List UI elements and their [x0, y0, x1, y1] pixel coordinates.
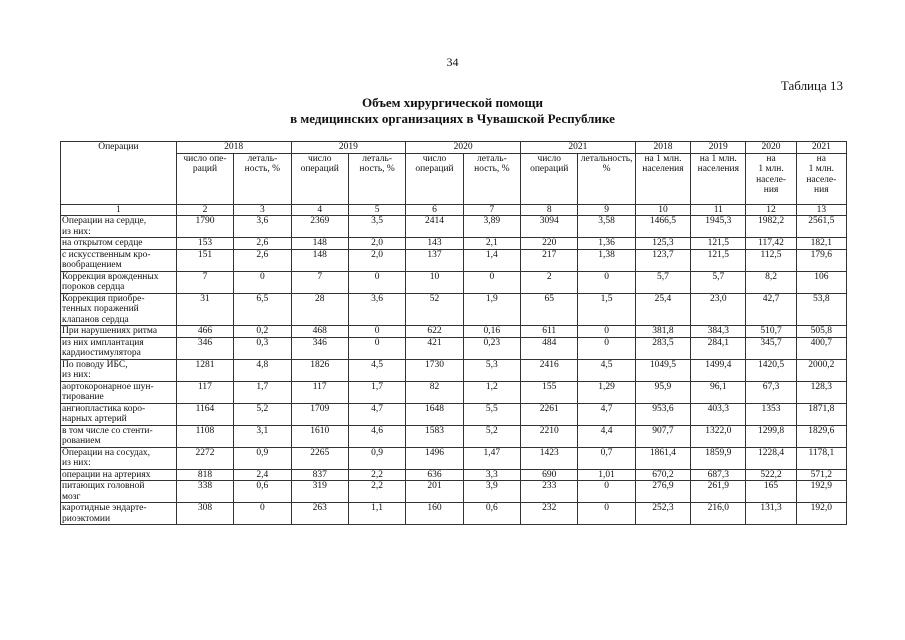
- header-sub-8: число операций: [521, 153, 578, 204]
- table-cell: 0: [578, 271, 635, 293]
- table-cell: 192,0: [796, 503, 846, 525]
- table-cell: 1,1: [348, 503, 405, 525]
- table-cell: 2000,2: [796, 359, 846, 381]
- table-cell: 2,2: [348, 481, 405, 503]
- header-rate-year-2018: 2018: [635, 142, 690, 154]
- table-cell: 160: [406, 503, 463, 525]
- table-cell: 2414: [406, 216, 463, 238]
- table-cell: 5,7: [635, 271, 690, 293]
- header-sub-12: на 1 млн. населе- ния: [746, 153, 796, 204]
- column-number-12: 12: [746, 204, 796, 216]
- table-cell: 2,0: [348, 238, 405, 250]
- table-cell: 1861,4: [635, 447, 690, 469]
- header-sub-10: на 1 млн. населения: [635, 153, 690, 204]
- operation-name: операции на артериях: [61, 469, 177, 481]
- table-cell: 1730: [406, 359, 463, 381]
- table-cell: 220: [521, 238, 578, 250]
- table-cell: 1982,2: [746, 216, 796, 238]
- table-cell: 1,4: [463, 249, 520, 271]
- operation-name: с искусственным кро- вообращением: [61, 249, 177, 271]
- table-cell: 4,7: [578, 403, 635, 425]
- operation-name: Коррекция приобре- тенных поражений клапанов сердца: [61, 293, 177, 326]
- table-cell: 5,5: [463, 403, 520, 425]
- table-cell: 261,9: [691, 481, 746, 503]
- column-number-7: 7: [463, 204, 520, 216]
- header-year-row: [61, 142, 847, 154]
- operation-name: Операции на сосудах, из них:: [61, 447, 177, 469]
- table-cell: 670,2: [635, 469, 690, 481]
- table-row: [61, 447, 847, 469]
- table-row: [61, 469, 847, 481]
- operation-name: на открытом сердце: [61, 238, 177, 250]
- table-cell: 0,9: [234, 447, 291, 469]
- header-year-2019: 2019: [291, 142, 406, 154]
- operation-name: из них имплантация кардиостимулятора: [61, 337, 177, 359]
- table-row: [61, 425, 847, 447]
- header-sub-4: число операций: [291, 153, 348, 204]
- table-body: [61, 216, 847, 525]
- table-cell: 6,5: [234, 293, 291, 326]
- operation-name: в том числе со стенти- рованием: [61, 425, 177, 447]
- table-cell: 2369: [291, 216, 348, 238]
- table-cell: 2416: [521, 359, 578, 381]
- table-cell: 28: [291, 293, 348, 326]
- table-row: [61, 216, 847, 238]
- operation-name: Операции на сердце, из них:: [61, 216, 177, 238]
- operation-name: При нарушениях ритма: [61, 326, 177, 338]
- table-cell: 233: [521, 481, 578, 503]
- table-cell: 1,36: [578, 238, 635, 250]
- table-cell: 5,3: [463, 359, 520, 381]
- table-cell: 1108: [176, 425, 233, 447]
- column-number-9: 9: [578, 204, 635, 216]
- header-sub-row: [61, 153, 847, 204]
- table-cell: 151: [176, 249, 233, 271]
- table-cell: 165: [746, 481, 796, 503]
- column-number-11: 11: [691, 204, 746, 216]
- table-cell: 5,7: [691, 271, 746, 293]
- operation-name: аортокоронарное шун- тирование: [61, 381, 177, 403]
- table-cell: 907,7: [635, 425, 690, 447]
- header-sub-5: леталь- ность, %: [348, 153, 405, 204]
- table-cell: 4,4: [578, 425, 635, 447]
- table-cell: 1,29: [578, 381, 635, 403]
- table-cell: 345,7: [746, 337, 796, 359]
- column-number-10: 10: [635, 204, 690, 216]
- table-cell: 1829,6: [796, 425, 846, 447]
- table-cell: 252,3: [635, 503, 690, 525]
- table-row: [61, 503, 847, 525]
- table-row: [61, 326, 847, 338]
- table-cell: 2210: [521, 425, 578, 447]
- table-cell: 121,5: [691, 238, 746, 250]
- table-cell: 128,3: [796, 381, 846, 403]
- table-cell: 1,7: [348, 381, 405, 403]
- table-label: Таблица 13: [780, 78, 843, 93]
- header-sub-13: на 1 млн. населе- ния: [796, 153, 846, 204]
- table-cell: 1871,8: [796, 403, 846, 425]
- table-row: [61, 293, 847, 326]
- table-cell: 0: [348, 337, 405, 359]
- table-cell: 338: [176, 481, 233, 503]
- table-cell: 148: [291, 249, 348, 271]
- table-cell: 1790: [176, 216, 233, 238]
- column-number-13: 13: [796, 204, 846, 216]
- column-number-6: 6: [406, 204, 463, 216]
- table-cell: 143: [406, 238, 463, 250]
- table-cell: 1,01: [578, 469, 635, 481]
- table-cell: 0: [578, 326, 635, 338]
- table-cell: 2,1: [463, 238, 520, 250]
- table-cell: 31: [176, 293, 233, 326]
- table-cell: 148: [291, 238, 348, 250]
- table-cell: 505,8: [796, 326, 846, 338]
- table-cell: 10: [406, 271, 463, 293]
- table-cell: 3,6: [234, 216, 291, 238]
- table-row: [61, 337, 847, 359]
- surgery-table: [60, 141, 847, 525]
- table-cell: 837: [291, 469, 348, 481]
- table-cell: 1164: [176, 403, 233, 425]
- column-number-4: 4: [291, 204, 348, 216]
- table-cell: 2,0: [348, 249, 405, 271]
- table-cell: 8,2: [746, 271, 796, 293]
- table-cell: 67,3: [746, 381, 796, 403]
- table-title: [0, 95, 905, 127]
- table-cell: 690: [521, 469, 578, 481]
- table-cell: 96,1: [691, 381, 746, 403]
- header-sub-11: на 1 млн. населения: [691, 153, 746, 204]
- table-cell: 4,6: [348, 425, 405, 447]
- table-cell: 421: [406, 337, 463, 359]
- column-number-5: 5: [348, 204, 405, 216]
- table-cell: 381,8: [635, 326, 690, 338]
- table-cell: 0,3: [234, 337, 291, 359]
- table-cell: 179,6: [796, 249, 846, 271]
- header-column-numbers: [61, 204, 847, 216]
- page-number: 34: [446, 55, 459, 69]
- table-cell: 3,9: [463, 481, 520, 503]
- table-cell: 346: [291, 337, 348, 359]
- table-cell: 346: [176, 337, 233, 359]
- table-cell: 2265: [291, 447, 348, 469]
- table-cell: 117,42: [746, 238, 796, 250]
- table-cell: 106: [796, 271, 846, 293]
- table-cell: 308: [176, 503, 233, 525]
- table-cell: 1049,5: [635, 359, 690, 381]
- table-cell: 2561,5: [796, 216, 846, 238]
- table-cell: 622: [406, 326, 463, 338]
- table-cell: 1496: [406, 447, 463, 469]
- table-cell: 636: [406, 469, 463, 481]
- title-line-2: в медицинских организациях в Чувашской Республике: [290, 111, 615, 126]
- table-cell: 1420,5: [746, 359, 796, 381]
- table-cell: 201: [406, 481, 463, 503]
- table-cell: 0: [234, 271, 291, 293]
- table-row: [61, 381, 847, 403]
- table-cell: 1648: [406, 403, 463, 425]
- table-cell: 466: [176, 326, 233, 338]
- table-cell: 1,9: [463, 293, 520, 326]
- table-cell: 121,5: [691, 249, 746, 271]
- table-cell: 522,2: [746, 469, 796, 481]
- table-cell: 117: [291, 381, 348, 403]
- table-cell: 232: [521, 503, 578, 525]
- table-cell: 5,2: [234, 403, 291, 425]
- table-cell: 0,23: [463, 337, 520, 359]
- table-cell: 1499,4: [691, 359, 746, 381]
- table-cell: 0: [348, 271, 405, 293]
- header-year-2021: 2021: [521, 142, 636, 154]
- table-cell: 25,4: [635, 293, 690, 326]
- header-year-2020: 2020: [406, 142, 521, 154]
- table-row: [61, 238, 847, 250]
- table-cell: 0,6: [463, 503, 520, 525]
- table-row: [61, 481, 847, 503]
- table-cell: 0,6: [234, 481, 291, 503]
- title-line-1: Объем хирургической помощи: [362, 95, 543, 110]
- table-cell: 283,5: [635, 337, 690, 359]
- table-cell: 123,7: [635, 249, 690, 271]
- operation-name: Коррекция врожденных пороков сердца: [61, 271, 177, 293]
- table-cell: 53,8: [796, 293, 846, 326]
- table-cell: 3,6: [348, 293, 405, 326]
- table-cell: 23,0: [691, 293, 746, 326]
- table-cell: 2,2: [348, 469, 405, 481]
- table-cell: 0,9: [348, 447, 405, 469]
- table-cell: 182,1: [796, 238, 846, 250]
- table-cell: 217: [521, 249, 578, 271]
- table-cell: 3094: [521, 216, 578, 238]
- table-cell: 3,5: [348, 216, 405, 238]
- table-cell: 4,5: [578, 359, 635, 381]
- table-cell: 4,5: [348, 359, 405, 381]
- table-cell: 2261: [521, 403, 578, 425]
- table-cell: 2272: [176, 447, 233, 469]
- table-cell: 5,2: [463, 425, 520, 447]
- table-cell: 131,3: [746, 503, 796, 525]
- table-cell: 953,6: [635, 403, 690, 425]
- table-cell: 1228,4: [746, 447, 796, 469]
- table-row: [61, 271, 847, 293]
- table-cell: 125,3: [635, 238, 690, 250]
- table-cell: 1299,8: [746, 425, 796, 447]
- table-cell: 0: [348, 326, 405, 338]
- table-cell: 1,2: [463, 381, 520, 403]
- table-cell: 1178,1: [796, 447, 846, 469]
- column-number-1: 1: [61, 204, 177, 216]
- table-cell: 1859,9: [691, 447, 746, 469]
- table-cell: 4,8: [234, 359, 291, 381]
- table-cell: 1826: [291, 359, 348, 381]
- table-cell: 571,2: [796, 469, 846, 481]
- table-cell: 1583: [406, 425, 463, 447]
- header-operations: Операции: [61, 142, 177, 205]
- table-cell: 284,1: [691, 337, 746, 359]
- table-cell: 1,7: [234, 381, 291, 403]
- table-cell: 1,47: [463, 447, 520, 469]
- header-sub-6: число операций: [406, 153, 463, 204]
- header-year-2018: 2018: [176, 142, 291, 154]
- table-cell: 0,16: [463, 326, 520, 338]
- table-cell: 1610: [291, 425, 348, 447]
- operation-name: По поводу ИБС, из них:: [61, 359, 177, 381]
- table-cell: 0: [578, 481, 635, 503]
- table-cell: 3,1: [234, 425, 291, 447]
- table-cell: 137: [406, 249, 463, 271]
- table-cell: 400,7: [796, 337, 846, 359]
- table-cell: 3,89: [463, 216, 520, 238]
- table-cell: 1281: [176, 359, 233, 381]
- table-cell: 1,38: [578, 249, 635, 271]
- table-cell: 510,7: [746, 326, 796, 338]
- table-cell: 112,5: [746, 249, 796, 271]
- table-cell: 65: [521, 293, 578, 326]
- table-cell: 0: [463, 271, 520, 293]
- operation-name: каротидные эндарте- риоэктомии: [61, 503, 177, 525]
- table-cell: 687,3: [691, 469, 746, 481]
- table-cell: 263: [291, 503, 348, 525]
- table-cell: 216,0: [691, 503, 746, 525]
- table-cell: 1353: [746, 403, 796, 425]
- table-cell: 153: [176, 238, 233, 250]
- column-number-3: 3: [234, 204, 291, 216]
- operation-name: питающих головной мозг: [61, 481, 177, 503]
- table-cell: 1945,3: [691, 216, 746, 238]
- table-row: [61, 403, 847, 425]
- table-cell: 7: [176, 271, 233, 293]
- operation-name: ангиопластика коро- нарных артерий: [61, 403, 177, 425]
- table-cell: 2,6: [234, 238, 291, 250]
- table-cell: 319: [291, 481, 348, 503]
- header-sub-2: число опе- раций: [176, 153, 233, 204]
- table-cell: 0: [578, 337, 635, 359]
- table-cell: 95,9: [635, 381, 690, 403]
- table-cell: 0,2: [234, 326, 291, 338]
- table-cell: 82: [406, 381, 463, 403]
- table-cell: 52: [406, 293, 463, 326]
- table-cell: 384,3: [691, 326, 746, 338]
- table-cell: 2,6: [234, 249, 291, 271]
- table-cell: 1,5: [578, 293, 635, 326]
- table-cell: 1709: [291, 403, 348, 425]
- table-cell: 2: [521, 271, 578, 293]
- table-cell: 403,3: [691, 403, 746, 425]
- table-cell: 1466,5: [635, 216, 690, 238]
- table-cell: 7: [291, 271, 348, 293]
- table-cell: 2,4: [234, 469, 291, 481]
- header-rate-year-2021: 2021: [796, 142, 846, 154]
- table-cell: 0: [578, 503, 635, 525]
- table-cell: 484: [521, 337, 578, 359]
- header-rate-year-2020: 2020: [746, 142, 796, 154]
- table-cell: 1423: [521, 447, 578, 469]
- header-sub-3: леталь- ность, %: [234, 153, 291, 204]
- table-cell: 117: [176, 381, 233, 403]
- table-cell: 1322,0: [691, 425, 746, 447]
- table-cell: 0: [234, 503, 291, 525]
- column-number-8: 8: [521, 204, 578, 216]
- table-cell: 3,3: [463, 469, 520, 481]
- header-sub-7: леталь- ность, %: [463, 153, 520, 204]
- table-cell: 155: [521, 381, 578, 403]
- table-cell: 611: [521, 326, 578, 338]
- table-cell: 3,58: [578, 216, 635, 238]
- header-rate-year-2019: 2019: [691, 142, 746, 154]
- table-cell: 818: [176, 469, 233, 481]
- table-cell: 192,9: [796, 481, 846, 503]
- header-sub-9: летальность, %: [578, 153, 635, 204]
- table-cell: 468: [291, 326, 348, 338]
- table-cell: 42,7: [746, 293, 796, 326]
- table-row: [61, 359, 847, 381]
- column-number-2: 2: [176, 204, 233, 216]
- table-cell: 4,7: [348, 403, 405, 425]
- table-row: [61, 249, 847, 271]
- table-cell: 276,9: [635, 481, 690, 503]
- table-cell: 0,7: [578, 447, 635, 469]
